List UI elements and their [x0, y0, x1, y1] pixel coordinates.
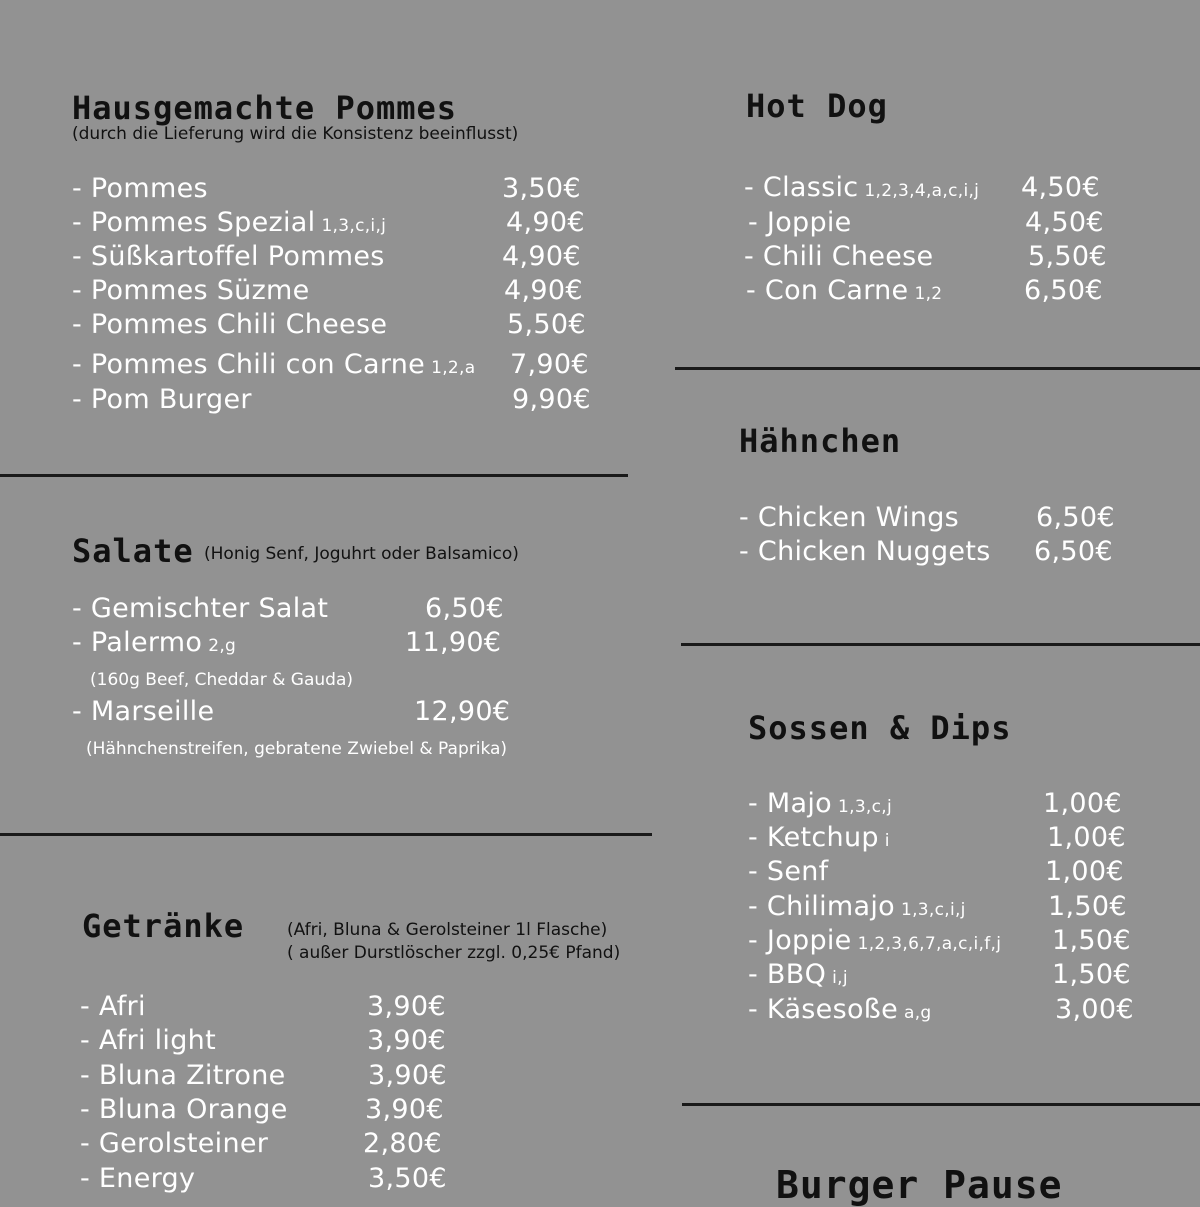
- item-price: 1,50€: [1052, 959, 1131, 990]
- list-item: - Energy: [80, 1163, 196, 1194]
- item-price: 12,90€: [414, 696, 511, 727]
- list-item: - BBQ i,j: [748, 959, 848, 990]
- item-price: 4,90€: [504, 275, 583, 306]
- list-item: - Chili Cheese: [744, 241, 934, 272]
- item-price: 1,50€: [1052, 925, 1131, 956]
- list-item: - Pommes Chili Cheese: [72, 309, 388, 340]
- item-price: 3,00€: [1055, 994, 1134, 1025]
- list-item: - Chicken Nuggets: [739, 536, 991, 567]
- allergen-codes: i: [884, 831, 890, 851]
- list-item: - Ketchup i: [748, 822, 890, 853]
- allergen-codes: i,j: [832, 968, 848, 988]
- item-price: 1,00€: [1047, 822, 1126, 853]
- list-item: - Afri: [80, 991, 146, 1022]
- section-divider: [682, 1103, 1200, 1106]
- list-item: - Afri light: [80, 1025, 216, 1056]
- item-price: 5,50€: [507, 309, 586, 340]
- allergen-codes: 2,g: [208, 636, 237, 656]
- item-price: 4,50€: [1025, 207, 1104, 238]
- list-item: - Chicken Wings: [739, 502, 960, 533]
- item-price: 11,90€: [405, 627, 502, 658]
- list-item: - Pommes Spezial 1,3,c,i,j: [72, 207, 387, 238]
- list-item: - Classic 1,2,3,4,a,c,i,j: [744, 172, 980, 203]
- section-divider: [675, 367, 1200, 370]
- section-divider: [0, 474, 628, 477]
- item-price: 3,50€: [502, 173, 581, 204]
- salate-note: (Honig Senf, Joguhrt oder Balsamico): [204, 544, 519, 564]
- list-item: - Marseille: [72, 696, 215, 727]
- pommes-title: Hausgemachte Pommes: [72, 89, 458, 127]
- allergen-codes: 1,3,c,i,j: [900, 900, 966, 920]
- list-item: - Bluna Zitrone: [80, 1060, 286, 1091]
- item-price: 1,50€: [1048, 891, 1127, 922]
- sossen-title: Sossen & Dips: [748, 709, 1012, 747]
- list-item: - Pom Burger: [72, 384, 252, 415]
- list-item: - Bluna Orange: [80, 1094, 288, 1125]
- list-item: - Chilimajo 1,3,c,i,j: [748, 891, 966, 922]
- item-price: 1,00€: [1043, 788, 1122, 819]
- list-item: - Majo 1,3,c,j: [748, 788, 893, 819]
- getraenke-note-1: (Afri, Bluna & Gerolsteiner 1l Flasche): [287, 920, 608, 940]
- section-divider: [0, 833, 652, 836]
- item-price: 4,90€: [502, 241, 581, 272]
- item-price: 2,80€: [363, 1128, 442, 1159]
- allergen-codes: a,g: [903, 1003, 932, 1023]
- item-price: 4,90€: [506, 207, 585, 238]
- item-price: 3,50€: [368, 1163, 447, 1194]
- list-item: - Joppie: [748, 207, 852, 238]
- list-item: - Con Carne 1,2: [746, 275, 943, 306]
- item-price: 3,90€: [367, 1025, 446, 1056]
- item-price: 9,90€: [512, 384, 591, 415]
- item-price: 6,50€: [425, 593, 504, 624]
- item-price: 6,50€: [1024, 275, 1103, 306]
- item-price: 7,90€: [510, 349, 589, 380]
- list-item: - Gemischter Salat: [72, 593, 329, 624]
- list-item: - Pommes: [72, 173, 208, 204]
- haehnchen-title: Hähnchen: [739, 422, 902, 460]
- allergen-codes: 1,2,3,6,7,a,c,i,f,j: [857, 934, 1002, 954]
- allergen-codes: 1,2,3,4,a,c,i,j: [864, 181, 980, 201]
- list-item: - Pommes Süzme: [72, 275, 310, 306]
- allergen-codes: 1,3,c,j: [838, 797, 893, 817]
- allergen-codes: 1,2: [914, 284, 943, 304]
- item-price: 5,50€: [1028, 241, 1107, 272]
- pommes-note: (durch die Lieferung wird die Konsistenz beeinflusst): [72, 124, 519, 144]
- hotdog-title: Hot Dog: [746, 87, 888, 125]
- item-price: 3,90€: [365, 1094, 444, 1125]
- item-price: 6,50€: [1036, 502, 1115, 533]
- list-item: - Gerolsteiner: [80, 1128, 269, 1159]
- item-price: 4,50€: [1021, 172, 1100, 203]
- section-divider: [681, 643, 1200, 646]
- allergen-codes: 1,3,c,i,j: [321, 216, 387, 236]
- item-price: 1,00€: [1045, 856, 1124, 887]
- list-item: - Käsesoße a,g: [748, 994, 932, 1025]
- item-price: 6,50€: [1034, 536, 1113, 567]
- list-item: - Senf: [748, 856, 829, 887]
- item-price: 3,90€: [368, 1060, 447, 1091]
- allergen-codes: 1,2,a: [431, 358, 476, 378]
- item-description: (Hähnchenstreifen, gebratene Zwiebel & Paprika): [86, 739, 508, 759]
- getraenke-note-2: ( außer Durstlöscher zzgl. 0,25€ Pfand): [287, 943, 621, 963]
- list-item: - Pommes Chili con Carne 1,2,a: [72, 349, 476, 380]
- list-item: - Palermo 2,g: [72, 627, 237, 658]
- burger-title: Burger Pause: [776, 1163, 1063, 1207]
- item-description: (160g Beef, Cheddar & Gauda): [90, 670, 354, 690]
- list-item: - Süßkartoffel Pommes: [72, 241, 385, 272]
- item-price: 3,90€: [367, 991, 446, 1022]
- salate-title: Salate: [72, 532, 194, 570]
- getraenke-title: Getränke: [82, 907, 245, 945]
- list-item: - Joppie 1,2,3,6,7,a,c,i,f,j: [748, 925, 1002, 956]
